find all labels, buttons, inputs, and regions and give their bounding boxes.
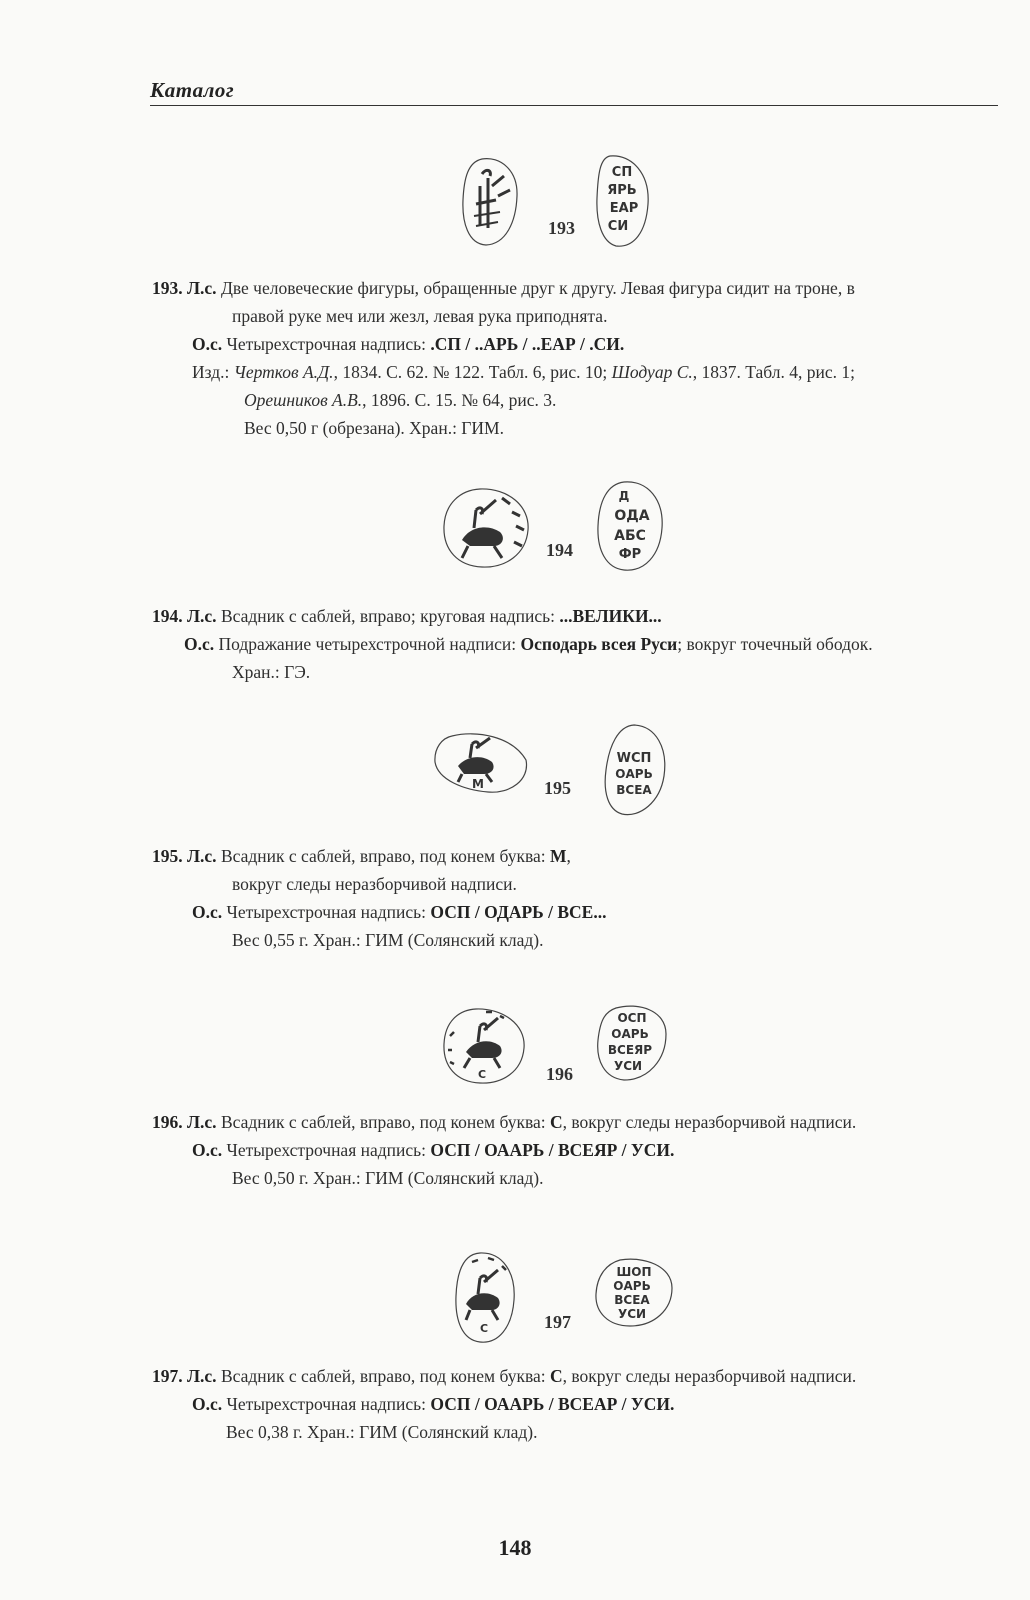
obverse-text: Всадник с саблей, вправо, под конем буква: bbox=[220, 1112, 546, 1132]
coin-reverse-193 bbox=[594, 152, 654, 250]
figure-number: 193 bbox=[548, 218, 575, 238]
reverse-description bbox=[152, 1136, 1002, 1164]
coin-letter: С bbox=[479, 1322, 489, 1335]
coin-obverse-197 bbox=[452, 1250, 518, 1346]
obverse-text: Две человеческие фигуры, обращенные друг к другу. Левая фигура сидит на троне, в bbox=[220, 278, 855, 298]
coin-reverse-195 bbox=[600, 722, 670, 820]
publication-author: Орешников А.В. bbox=[244, 390, 363, 410]
coin-reverse-196 bbox=[594, 1002, 670, 1084]
reverse-description bbox=[152, 898, 1002, 926]
reverse-inscription: ОСП / ОААРЬ / ВСЕЯР / УСИ. bbox=[430, 1140, 675, 1160]
obverse-description bbox=[152, 842, 1002, 870]
figure-number: 197 bbox=[544, 1312, 571, 1332]
entry-label-reverse: О.с. bbox=[192, 1140, 223, 1160]
reverse-inscription: .СП / ..АРЬ / ..ЕАР / .СИ. bbox=[430, 334, 625, 354]
entry-label-reverse: О.с. bbox=[192, 902, 223, 922]
publication-author: Шодуар С. bbox=[611, 362, 693, 382]
obverse-letter: С bbox=[550, 1112, 563, 1132]
figure-193 bbox=[460, 150, 670, 260]
coin-letter: М bbox=[472, 777, 484, 791]
publication-references bbox=[152, 358, 1002, 386]
publication-label: Изд.: bbox=[192, 362, 230, 382]
coin-inscription-line-2: ОАРЬ bbox=[613, 1279, 651, 1293]
figure-196 bbox=[440, 1002, 690, 1094]
coin-inscription-line-4: УСИ bbox=[617, 1307, 647, 1321]
reverse-description bbox=[152, 1390, 1002, 1418]
page-number: 148 bbox=[498, 1535, 532, 1560]
catalog-entry-197 bbox=[152, 1362, 1002, 1446]
coin-inscription-line-3: ВСЕА bbox=[616, 783, 652, 797]
entry-label-obverse: 194. Л.с. bbox=[152, 606, 217, 626]
obverse-inscription: ...ВЕЛИКИ... bbox=[559, 606, 662, 626]
entry-label-reverse: О.с. bbox=[192, 334, 223, 354]
reverse-text: Четырехстрочная надпись: bbox=[226, 1140, 427, 1160]
obverse-description-continued: вокруг следы неразборчивой надписи. bbox=[232, 874, 517, 894]
obverse-letter: М bbox=[550, 846, 567, 866]
coin-inscription-line-1: СП bbox=[611, 165, 633, 180]
publication-references-continued bbox=[152, 386, 1002, 414]
entry-label-obverse: 196. Л.с. bbox=[152, 1112, 217, 1132]
coin-obverse-196 bbox=[440, 1006, 528, 1086]
obverse-description bbox=[152, 602, 1002, 630]
coin-inscription-line-2: ОАРЬ bbox=[611, 1027, 649, 1041]
coin-inscription-line-1: WСП bbox=[616, 751, 652, 766]
coin-reverse-197 bbox=[592, 1256, 676, 1330]
obverse-text: Всадник с саблей, вправо; круговая надпись: bbox=[220, 606, 555, 626]
catalog-entry-195 bbox=[152, 842, 1002, 954]
entry-label-obverse: 195. Л.с. bbox=[152, 846, 217, 866]
coin-inscription-line-3: ВСЕА bbox=[614, 1293, 650, 1307]
entry-label-obverse: 193. Л.с. bbox=[152, 278, 217, 298]
reverse-text: Четырехстрочная надпись: bbox=[226, 902, 427, 922]
coin-inscription-line-1: ШОП bbox=[616, 1265, 652, 1279]
entry-label-reverse: О.с. bbox=[192, 1394, 223, 1414]
storage: Хран.: ГЭ. bbox=[232, 662, 311, 682]
coin-obverse-195 bbox=[432, 730, 530, 796]
coin-letter: С bbox=[477, 1068, 487, 1081]
header-title: Каталог bbox=[150, 78, 235, 102]
coin-inscription-line-4: СИ bbox=[607, 219, 629, 234]
obverse-text-after: , вокруг следы неразборчивой надписи. bbox=[562, 1366, 857, 1386]
coin-inscription bbox=[614, 489, 650, 562]
coin-inscription bbox=[615, 751, 652, 797]
reverse-text: Четырехстрочная надпись: bbox=[226, 334, 427, 354]
coin-inscription-line-4: УСИ bbox=[613, 1059, 643, 1073]
coin-inscription-line-1: Д bbox=[618, 489, 630, 503]
coin-inscription-line-2: ЯРЬ bbox=[607, 183, 637, 198]
reverse-inscription: ОСП / ОААРЬ / ВСЕАР / УСИ. bbox=[430, 1394, 675, 1414]
reverse-text: Четырехстрочная надпись: bbox=[226, 1394, 427, 1414]
weight-and-storage: Вес 0,55 г. Хран.: ГИМ (Солянский клад). bbox=[232, 930, 544, 950]
obverse-description-continued: правой руке меч или жезл, левая рука приподнята. bbox=[232, 306, 608, 326]
obverse-text-after: , вокруг следы неразборчивой надписи. bbox=[562, 1112, 857, 1132]
weight-and-storage: Вес 0,38 г. Хран.: ГИМ (Солянский клад). bbox=[226, 1422, 538, 1442]
coin-inscription bbox=[607, 165, 638, 234]
reverse-text: Подражание четырехстрочной надписи: bbox=[218, 634, 517, 654]
entry-label-obverse: 197. Л.с. bbox=[152, 1366, 217, 1386]
coin-inscription bbox=[608, 1011, 652, 1073]
figure-number: 194 bbox=[546, 540, 573, 560]
figure-197 bbox=[452, 1248, 692, 1348]
obverse-description bbox=[152, 1362, 1002, 1390]
figure-194 bbox=[440, 478, 680, 578]
reverse-description bbox=[152, 330, 1002, 358]
reverse-text-after: ; вокруг точечный ободок. bbox=[677, 634, 873, 654]
obverse-letter: С bbox=[550, 1366, 563, 1386]
coin-obverse-193 bbox=[460, 156, 522, 248]
obverse-text: Всадник с саблей, вправо, под конем буква: bbox=[220, 846, 546, 866]
weight-and-storage: Вес 0,50 г. Хран.: ГИМ (Солянский клад). bbox=[232, 1168, 544, 1188]
catalog-entry-196 bbox=[152, 1108, 1002, 1192]
coin-inscription-line-2: ОДА bbox=[614, 508, 650, 524]
obverse-text: Всадник с саблей, вправо, под конем буква: bbox=[220, 1366, 546, 1386]
reverse-inscription: ОСП / ОДАРЬ / ВСЕ... bbox=[430, 902, 607, 922]
publication-author: Чертков А.Д. bbox=[233, 362, 334, 382]
coin-inscription-line-3: ЕАР bbox=[609, 201, 639, 216]
figure-195 bbox=[432, 722, 682, 822]
coin-reverse-194 bbox=[594, 478, 666, 574]
comma: , bbox=[566, 846, 571, 866]
running-header bbox=[150, 78, 998, 106]
coin-inscription-line-1: ОСП bbox=[617, 1011, 647, 1025]
coin-inscription-line-3: ВСЕЯР bbox=[607, 1043, 653, 1057]
coin-inscription-line-3: АБС bbox=[614, 528, 646, 544]
weight-and-storage: Вес 0,50 г (обрезана). Хран.: ГИМ. bbox=[244, 418, 504, 438]
obverse-description bbox=[152, 1108, 1002, 1136]
publication-reference: , 1834. С. 62. № 122. Табл. 6, рис. 10; bbox=[333, 362, 608, 382]
catalog-entry-193 bbox=[152, 274, 1002, 442]
reverse-inscription: Осподарь всея Руси bbox=[520, 634, 678, 654]
figure-number: 196 bbox=[546, 1064, 573, 1084]
reverse-description bbox=[152, 630, 1002, 658]
coin-inscription-line-4: ФР bbox=[618, 547, 642, 562]
figure-number: 195 bbox=[544, 778, 571, 798]
coin-inscription bbox=[613, 1265, 651, 1321]
publication-reference: , 1837. Табл. 4, рис. 1; bbox=[692, 362, 855, 382]
catalog-entry-194 bbox=[152, 602, 1002, 686]
entry-label-reverse: О.с. bbox=[184, 634, 215, 654]
publication-reference: , 1896. С. 15. № 64, рис. 3. bbox=[362, 390, 557, 410]
coin-obverse-194 bbox=[440, 486, 532, 570]
coin-inscription-line-2: ОАРЬ bbox=[615, 767, 653, 781]
obverse-description bbox=[152, 274, 1002, 302]
